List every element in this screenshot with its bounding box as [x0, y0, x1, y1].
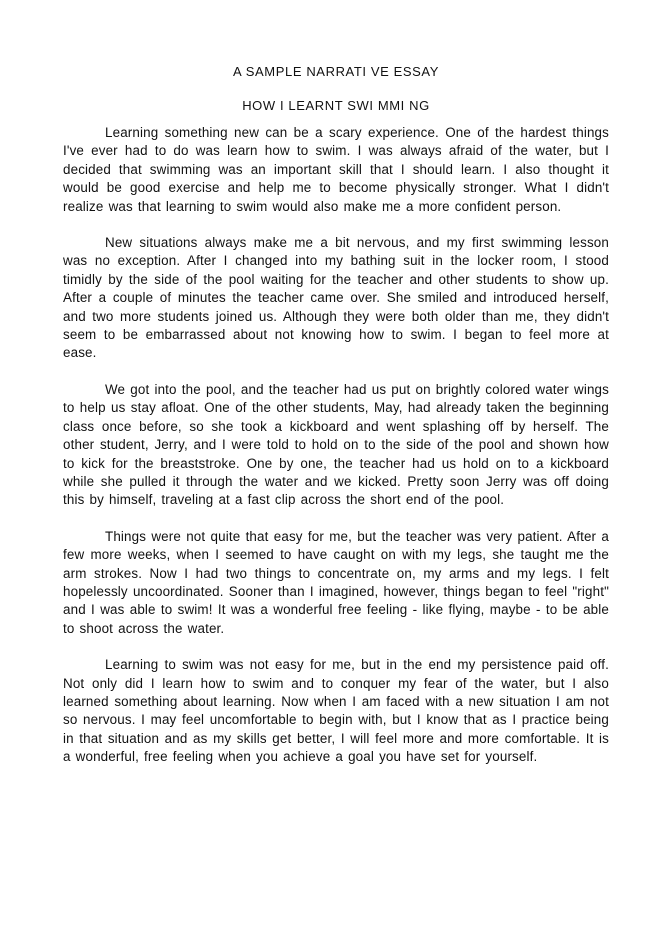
document-title: A SAMPLE NARRATI VE ESSAY [233, 64, 439, 79]
paragraph: New situations always make me a bit nervous, and my first swimming lesson was no exception. After I changed into my bathing suit in the locker room, I stood timidly by the side of the pool waiting for the teacher and other students to show up. After a couple of minutes the teacher came over. She smiled and introduced herself, and two more students joined us. Although they were both older than me, they didn't seem to be embarrassed about not knowing how to swim. I began to feel more at ease. [63, 235, 609, 361]
paragraph: Learning something new can be a scary experience. One of the hardest things I've ever had to do was learn how to swim. I was always afraid of the water, but I decided that swimming was an important skill that I should learn. I also thought it would be good exercise and help me to become physically stronger. What I didn't realize was that learning to swim would also make me a more confident person. [63, 125, 609, 214]
paragraph: We got into the pool, and the teacher had us put on brightly colored water wings to help us stay afloat. One of the other students, May, had already taken the beginning class once before, so she took a kickboard and went splashing off by herself. The other student, Jerry, and I were told to hold on to the side of the pool and shown how to kick for the breaststroke. One by one, the teacher had us hold on to a kickboard while she pulled it through the water and we kicked. Pretty soon Jerry was off doing this by himself, traveling at a fast clip across the short end of the pool. [63, 381, 609, 508]
paragraph: Learning to swim was not easy for me, but in the end my persistence paid off. Not only did I learn how to swim and to conquer my fear of the water, but I also learned something about learning. Now when I am faced with a new situation I am not so nervous. I may feel uncomfortable to begin with, but I know that as I practice being in that situation and as my skills get better, I will feel more and more comfortable. It is a wonderful, free feeling when you achieve a goal you have set for yourself. [63, 657, 609, 765]
essay-body [63, 124, 609, 785]
document-subtitle: HOW I LEARNT SWI MMI NG [242, 98, 430, 113]
paragraph: Things were not quite that easy for me, but the teacher was very patient. After a few more weeks, when I seemed to have caught on with my legs, she taught me the arm strokes. Now I had two things to concentrate on, my arms and my legs. I felt hopelessly uncoordinated. Sooner than I imagined, however, things began to feel "right" and I was able to swim! It was a wonderful free feeling - like flying, maybe - to be able to shoot across the water. [63, 528, 609, 636]
